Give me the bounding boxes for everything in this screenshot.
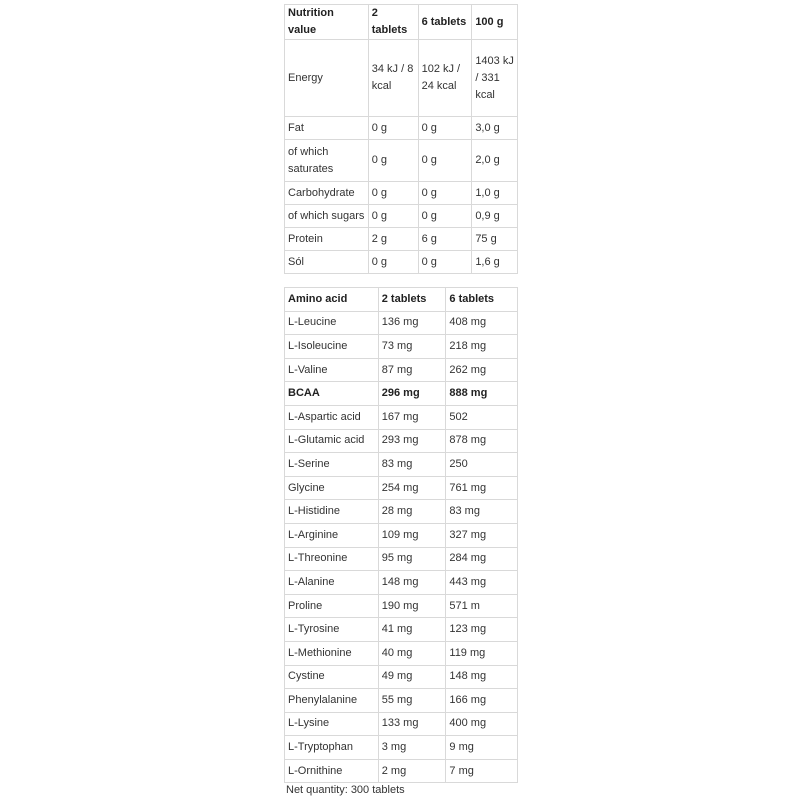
amino-cell: 3 mg bbox=[378, 736, 446, 760]
amino-cell: Glycine bbox=[285, 476, 379, 500]
amino-cell: 83 mg bbox=[378, 453, 446, 477]
amino-cell: L-Methionine bbox=[285, 641, 379, 665]
amino-row bbox=[285, 358, 518, 382]
nutrition-cell: Protein bbox=[285, 228, 369, 251]
nutrition-cell: 0 g bbox=[418, 140, 472, 182]
amino-header-cell: Amino acid bbox=[285, 288, 379, 312]
nutrition-cell: 102 kJ / 24 kcal bbox=[418, 40, 472, 117]
nutrition-cell: of which saturates bbox=[285, 140, 369, 182]
amino-cell: 443 mg bbox=[446, 571, 518, 595]
nutrition-row-energy bbox=[285, 40, 518, 117]
amino-header-cell: 6 tablets bbox=[446, 288, 518, 312]
amino-cell: 148 mg bbox=[446, 665, 518, 689]
amino-row bbox=[285, 311, 518, 335]
amino-row bbox=[285, 689, 518, 713]
amino-cell: 218 mg bbox=[446, 335, 518, 359]
nutrition-cell: Energy bbox=[285, 40, 369, 117]
amino-cell: Proline bbox=[285, 594, 379, 618]
nutrition-cell: 6 g bbox=[418, 228, 472, 251]
amino-cell: L-Threonine bbox=[285, 547, 379, 571]
amino-cell: 148 mg bbox=[378, 571, 446, 595]
amino-row bbox=[285, 665, 518, 689]
amino-row bbox=[285, 712, 518, 736]
amino-row bbox=[285, 736, 518, 760]
amino-cell: 296 mg bbox=[378, 382, 446, 406]
nutrition-header-cell: 100 g bbox=[472, 5, 518, 40]
amino-cell: 133 mg bbox=[378, 712, 446, 736]
nutrition-cell: of which sugars bbox=[285, 205, 369, 228]
amino-cell: 95 mg bbox=[378, 547, 446, 571]
amino-cell: 262 mg bbox=[446, 358, 518, 382]
nutrition-cell: Sól bbox=[285, 251, 369, 274]
amino-cell: L-Leucine bbox=[285, 311, 379, 335]
nutrition-cell: 0,9 g bbox=[472, 205, 518, 228]
nutrition-cell: 0 g bbox=[368, 205, 418, 228]
amino-row bbox=[285, 335, 518, 359]
nutrition-header-cell: 6 tablets bbox=[418, 5, 472, 40]
amino-row bbox=[285, 523, 518, 547]
amino-header-row bbox=[285, 288, 518, 312]
amino-cell: 7 mg bbox=[446, 759, 518, 783]
amino-cell: L-Isoleucine bbox=[285, 335, 379, 359]
amino-cell: 502 bbox=[446, 405, 518, 429]
amino-row bbox=[285, 594, 518, 618]
amino-cell: 327 mg bbox=[446, 523, 518, 547]
amino-row bbox=[285, 759, 518, 783]
nutrition-table bbox=[284, 4, 518, 274]
amino-row bbox=[285, 547, 518, 571]
nutrition-cell: 0 g bbox=[418, 182, 472, 205]
amino-cell: 73 mg bbox=[378, 335, 446, 359]
nutrition-row-salt bbox=[285, 251, 518, 274]
nutrition-cell: Carbohydrate bbox=[285, 182, 369, 205]
nutrition-cell: 0 g bbox=[368, 117, 418, 140]
amino-cell: 55 mg bbox=[378, 689, 446, 713]
amino-cell: 41 mg bbox=[378, 618, 446, 642]
amino-row bbox=[285, 405, 518, 429]
amino-cell: L-Lysine bbox=[285, 712, 379, 736]
nutrition-cell: 75 g bbox=[472, 228, 518, 251]
nutrition-cell: 0 g bbox=[368, 140, 418, 182]
amino-cell: 83 mg bbox=[446, 500, 518, 524]
net-quantity-note: Net quantity: 300 tablets bbox=[286, 784, 405, 796]
amino-cell: L-Ornithine bbox=[285, 759, 379, 783]
amino-cell: L-Aspartic acid bbox=[285, 405, 379, 429]
amino-row bbox=[285, 641, 518, 665]
amino-cell: L-Valine bbox=[285, 358, 379, 382]
amino-row bbox=[285, 476, 518, 500]
amino-cell: L-Alanine bbox=[285, 571, 379, 595]
amino-cell: 888 mg bbox=[446, 382, 518, 406]
nutrition-cell: 0 g bbox=[418, 251, 472, 274]
nutrition-header-row bbox=[285, 5, 518, 40]
amino-cell: Cystine bbox=[285, 665, 379, 689]
nutrition-header-cell: Nutrition value bbox=[285, 5, 369, 40]
amino-cell: 293 mg bbox=[378, 429, 446, 453]
nutrition-cell: 2,0 g bbox=[472, 140, 518, 182]
amino-cell: 119 mg bbox=[446, 641, 518, 665]
amino-row bbox=[285, 382, 518, 406]
nutrition-cell: 1,6 g bbox=[472, 251, 518, 274]
nutrition-cell: Fat bbox=[285, 117, 369, 140]
amino-cell: 400 mg bbox=[446, 712, 518, 736]
amino-cell: 109 mg bbox=[378, 523, 446, 547]
nutrition-cell: 1403 kJ / 331 kcal bbox=[472, 40, 518, 117]
amino-cell: 87 mg bbox=[378, 358, 446, 382]
amino-cell: 136 mg bbox=[378, 311, 446, 335]
amino-cell: BCAA bbox=[285, 382, 379, 406]
amino-cell: 49 mg bbox=[378, 665, 446, 689]
amino-cell: L-Serine bbox=[285, 453, 379, 477]
nutrition-row-carbohydrate bbox=[285, 182, 518, 205]
amino-cell: 284 mg bbox=[446, 547, 518, 571]
amino-cell: L-Glutamic acid bbox=[285, 429, 379, 453]
amino-cell: 878 mg bbox=[446, 429, 518, 453]
nutrition-cell: 0 g bbox=[368, 182, 418, 205]
amino-row bbox=[285, 500, 518, 524]
nutrition-header-cell: 2 tablets bbox=[368, 5, 418, 40]
amino-cell: 166 mg bbox=[446, 689, 518, 713]
nutrition-row-sugars bbox=[285, 205, 518, 228]
nutrition-cell: 34 kJ / 8 kcal bbox=[368, 40, 418, 117]
amino-row bbox=[285, 618, 518, 642]
amino-cell: L-Tyrosine bbox=[285, 618, 379, 642]
amino-row bbox=[285, 453, 518, 477]
nutrition-row-protein bbox=[285, 228, 518, 251]
amino-cell: Phenylalanine bbox=[285, 689, 379, 713]
amino-cell: L-Histidine bbox=[285, 500, 379, 524]
nutrition-cell: 0 g bbox=[418, 205, 472, 228]
amino-cell: L-Tryptophan bbox=[285, 736, 379, 760]
amino-cell: 190 mg bbox=[378, 594, 446, 618]
amino-cell: 123 mg bbox=[446, 618, 518, 642]
amino-cell: 571 m bbox=[446, 594, 518, 618]
amino-header-cell: 2 tablets bbox=[378, 288, 446, 312]
amino-cell: 761 mg bbox=[446, 476, 518, 500]
amino-row bbox=[285, 571, 518, 595]
nutrition-cell: 0 g bbox=[418, 117, 472, 140]
amino-cell: 408 mg bbox=[446, 311, 518, 335]
nutrition-row-fat bbox=[285, 117, 518, 140]
amino-cell: L-Arginine bbox=[285, 523, 379, 547]
amino-cell: 28 mg bbox=[378, 500, 446, 524]
nutrition-cell: 3,0 g bbox=[472, 117, 518, 140]
nutrition-cell: 0 g bbox=[368, 251, 418, 274]
amino-cell: 250 bbox=[446, 453, 518, 477]
amino-cell: 167 mg bbox=[378, 405, 446, 429]
amino-cell: 2 mg bbox=[378, 759, 446, 783]
nutrition-row-saturates bbox=[285, 140, 518, 182]
amino-row bbox=[285, 429, 518, 453]
amino-acid-table bbox=[284, 287, 518, 783]
amino-cell: 254 mg bbox=[378, 476, 446, 500]
amino-cell: 40 mg bbox=[378, 641, 446, 665]
amino-cell: 9 mg bbox=[446, 736, 518, 760]
nutrition-cell: 2 g bbox=[368, 228, 418, 251]
nutrition-cell: 1,0 g bbox=[472, 182, 518, 205]
